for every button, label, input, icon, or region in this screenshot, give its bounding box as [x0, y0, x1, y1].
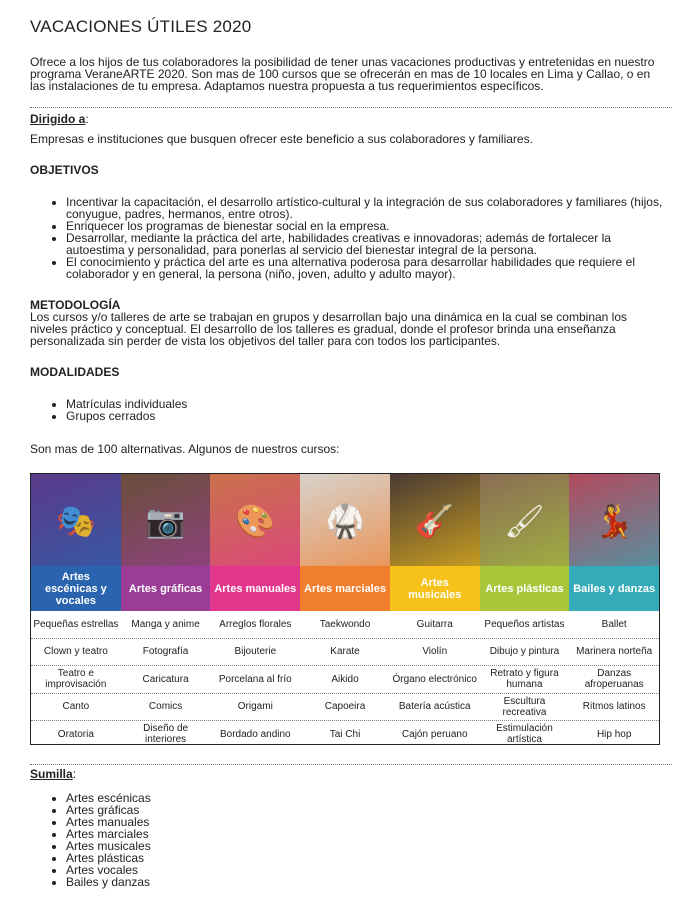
modalidades-heading: MODALIDADES — [30, 365, 120, 379]
course-cell: Origami — [237, 701, 273, 713]
course-cell: Manga y anime — [131, 618, 200, 630]
category-photo — [121, 474, 211, 566]
category-photo — [390, 474, 480, 566]
list-item: • Artes marciales — [66, 828, 666, 840]
sumilla-colon: : — [72, 767, 77, 781]
table-row — [31, 721, 659, 748]
intro-paragraph: Ofrece a los hijos de tus colaboradores la posibilidad de tener unas vacaciones productivas y entretenidas en nuestro programa VeraneARTE 2020. Son mas de 100 cursos que se ofrecerán en mas de 10 locales en Lima y Callao, o en las instalaciones de tu empresa. Adaptamos nuestra propuesta a tus requerimientos específicos. — [30, 55, 655, 93]
list-item: • Artes gráficas — [66, 804, 666, 816]
course-cell: Oratoria — [57, 728, 94, 740]
list-item: • Enriquecer los programas de bienestar social en la empresa. — [66, 220, 666, 232]
sumilla-list — [30, 792, 666, 888]
category-header: Artes marciales — [300, 566, 390, 611]
modalidades-list — [30, 398, 666, 422]
dance-icon: 💃 — [594, 503, 635, 539]
course-cell: Teatro e improvisación — [45, 668, 107, 691]
course-cell: Ballet — [601, 618, 627, 630]
category-photo — [480, 474, 570, 566]
course-cell: Aikido — [331, 673, 359, 685]
course-cell: Pequeñas estrellas — [33, 618, 119, 630]
paint-icon: 🎨 — [235, 503, 276, 539]
course-cell: Batería acústica — [398, 701, 471, 713]
category-photo — [300, 474, 390, 566]
camera-icon: 📷 — [145, 503, 186, 539]
dirigido-label: Dirigido a — [30, 112, 86, 126]
course-cell: Hip hop — [596, 728, 632, 740]
course-cell: Dibujo y pintura — [489, 646, 560, 658]
category-header: Artes musicales — [390, 566, 480, 611]
course-cell: Fotografía — [142, 646, 189, 658]
list-item: • Artes escénicas — [66, 792, 666, 804]
objetivos-heading: OBJETIVOS — [30, 163, 99, 177]
courses-table — [30, 473, 660, 745]
category-header: Bailes y danzas — [569, 566, 659, 611]
brush-icon: 🖌 — [504, 503, 545, 539]
list-item: • El conocimiento y práctica del arte es una alternativa poderosa para desarrollar habilidades que requiere el colaborador y en general, la persona (niño, joven, adulto y adulto mayor). — [66, 256, 666, 280]
course-cell: Ritmos latinos — [582, 701, 646, 713]
course-cell: Danzas afroperuanas — [584, 668, 644, 691]
metodologia-heading: METODOLOGÍA — [30, 298, 121, 312]
course-cell: Porcelana al frío — [218, 673, 292, 685]
course-cell: Capoeira — [324, 701, 366, 713]
list-item: • Grupos cerrados — [66, 410, 666, 422]
category-header: Artes plásticas — [480, 566, 570, 611]
metodologia-text: Los cursos y/o talleres de arte se trabajan en grupos y desarrollan bajo una dinámica en la cual se combinan los niveles práctico y conceptual. El desarrollo de los talleres es gradual, donde el profesor brinda una enseñanza personalizada sin perder de vista los objetivos del taller para con todos los participantes. — [30, 310, 628, 348]
table-row — [31, 666, 659, 694]
course-cell: Tai Chi — [329, 728, 361, 740]
course-cell: Arreglos florales — [219, 618, 292, 630]
course-cell: Cajón peruano — [401, 728, 468, 740]
dotted-divider — [30, 107, 672, 108]
list-item: • Artes vocales — [66, 864, 666, 876]
course-cell: Clown y teatro — [43, 646, 108, 658]
category-photo — [210, 474, 300, 566]
category-header: Artes escénicas y vocales — [31, 566, 121, 611]
dirigido-heading — [30, 113, 660, 125]
course-cell: Guitarra — [416, 618, 453, 630]
course-cell: Bordado andino — [219, 728, 291, 740]
category-photo — [31, 474, 121, 566]
course-grid — [31, 611, 659, 748]
martial-arts-icon: 🥋 — [325, 503, 365, 539]
course-cell: Comics — [148, 701, 183, 713]
course-cell: Taekwondo — [319, 618, 371, 630]
photo-strip — [31, 474, 659, 566]
table-row — [31, 639, 659, 667]
table-row — [31, 611, 659, 639]
course-cell: Órgano electrónico — [392, 673, 477, 685]
list-item: • Artes plásticas — [66, 852, 666, 864]
page-title: VACACIONES ÚTILES 2020 — [30, 17, 252, 36]
course-cell: Canto — [62, 701, 90, 713]
dirigido-text: Empresas e instituciones que busquen ofrecer este beneficio a sus colaboradores y familiares. — [30, 132, 533, 146]
dotted-divider — [30, 764, 672, 765]
course-cell: Marinera norteña — [576, 646, 653, 658]
list-item: • Bailes y danzas — [66, 876, 666, 888]
sumilla-label: Sumilla — [30, 767, 73, 781]
category-header: Artes gráficas — [121, 566, 211, 611]
list-item: • Desarrollar, mediante la práctica del arte, habilidades creativas e innovadoras; además de fortalecer la autoestima y personalidad, para ponerlas al servicio del bienestar integral de la persona. — [66, 232, 666, 256]
category-photo — [569, 474, 659, 566]
course-cell: Caricatura — [142, 673, 189, 685]
dirigido-colon: : — [85, 112, 89, 126]
course-cell: Escultura recreativa — [502, 695, 547, 718]
sumilla-heading — [30, 768, 660, 780]
objetivos-list — [30, 196, 666, 280]
list-item: • Artes manuales — [66, 816, 666, 828]
course-cell: Bijouterie — [234, 646, 277, 658]
list-item: • Matrículas individuales — [66, 398, 666, 410]
course-cell: Estimulación artística — [496, 723, 553, 746]
list-item: • Artes musicales — [66, 840, 666, 852]
course-cell: Retrato y figura humana — [490, 668, 559, 691]
list-item: • Incentivar la capacitación, el desarrollo artístico-cultural y la integración de sus colaboradores y familiares (hijos, conyugue, padres, hermanos, entre otros). — [66, 196, 666, 220]
category-header: Artes manuales — [210, 566, 300, 611]
course-cell: Pequeños artistas — [484, 618, 565, 630]
course-cell: Karate — [330, 646, 360, 658]
category-header-row — [31, 566, 659, 611]
cursos-intro: Son mas de 100 alternativas. Algunos de nuestros cursos: — [30, 442, 340, 456]
table-row — [31, 694, 659, 722]
guitar-icon: 🎸 — [414, 503, 455, 539]
course-cell: Diseño de interiores — [143, 723, 189, 746]
theater-mask-icon: 🎭 — [55, 503, 96, 539]
course-cell: Violín — [422, 646, 448, 658]
